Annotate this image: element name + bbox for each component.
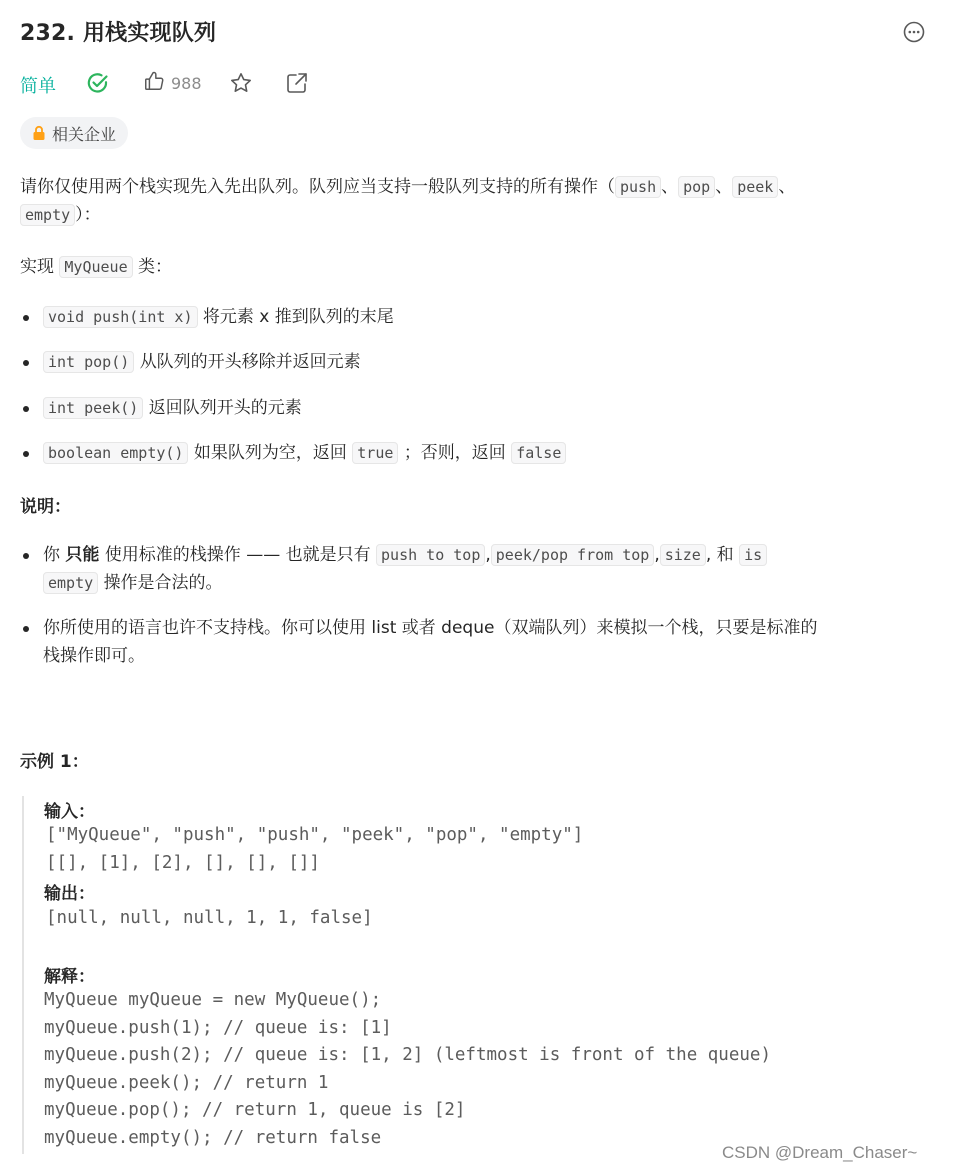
note-item-1: 你 只能 使用标准的栈操作 —— 也就是只有 push to top , peek/pop from top , size , 和 is empty 操作是合法的。: [43, 541, 863, 597]
class-name-code: MyQueue: [59, 256, 132, 278]
separator: 、: [778, 177, 796, 197]
method-item-push: [43, 303, 394, 331]
impl-suffix: 类：: [138, 257, 173, 277]
note-text: 使用标准的栈操作 —— 也就是只有: [104, 545, 371, 565]
explain-line: myQueue.pop(); // return 1, queue is [2]: [44, 1100, 466, 1120]
method-item-pop: [43, 348, 361, 376]
op-empty-code: empty: [20, 204, 75, 226]
op-code: peek/pop from top: [491, 544, 655, 566]
impl-prefix: 实现: [20, 257, 54, 277]
bullet: [23, 406, 29, 412]
bullet: [23, 553, 29, 559]
problem-title: 232. 用栈实现队列: [20, 21, 217, 46]
explain-line: myQueue.push(2); // queue is: [1, 2] (leftmost is front of the queue): [44, 1045, 771, 1065]
example-heading: 示例 1：: [20, 752, 89, 772]
bullet: [23, 360, 29, 366]
method-desc: 从队列的开头移除并返回元素: [139, 352, 361, 372]
output-label: 输出：: [44, 884, 95, 904]
bullet: [23, 451, 29, 457]
like-count: 988: [171, 73, 202, 93]
op-code: is: [739, 544, 767, 566]
method-code: int pop(): [43, 351, 134, 373]
lock-icon: [32, 125, 46, 141]
description-end: ）：: [75, 205, 101, 225]
favorite-star-icon[interactable]: [229, 71, 253, 95]
method-item-empty: [43, 439, 566, 467]
op-push-code: push: [615, 176, 661, 198]
op-code: size: [660, 544, 706, 566]
thumbs-up-icon: [143, 70, 165, 96]
input-line-1: ["MyQueue", "push", "push", "peek", "pop", "empty"]: [46, 825, 584, 845]
method-code: void push(int x): [43, 306, 198, 328]
note-text: 栈操作即可。: [43, 646, 145, 666]
separator: 、: [661, 177, 679, 197]
bullet: [23, 315, 29, 321]
op-code: push to top: [376, 544, 485, 566]
op-code: empty: [43, 572, 98, 594]
note-text: 你所使用的语言也许不支持栈。你可以使用 list 或者 deque（双端队列）来模拟一个栈，只要是标准的: [43, 618, 818, 638]
method-desc: 将元素 x 推到队列的末尾: [202, 307, 394, 327]
description-paragraph: [20, 173, 920, 229]
input-label: 输入：: [44, 802, 95, 822]
op-peek-code: peek: [732, 176, 778, 198]
explain-line: myQueue.peek(); // return 1: [44, 1073, 329, 1093]
more-options-icon[interactable]: [903, 21, 925, 43]
input-line-2: [[], [1], [2], [], [], []]: [46, 853, 320, 873]
note-text: 和: [716, 545, 734, 565]
explain-line: myQueue.push(1); // queue is: [1]: [44, 1018, 392, 1038]
example-border: [22, 796, 24, 1154]
note-text: 你: [43, 545, 60, 565]
difficulty-badge: 简单: [20, 76, 56, 97]
note-bold: 只能: [65, 545, 100, 565]
solved-check-icon: [86, 71, 110, 95]
true-code: true: [352, 442, 398, 464]
separator: 、: [715, 177, 733, 197]
method-desc: 返回队列开头的元素: [148, 398, 302, 418]
notes-heading: 说明：: [20, 497, 71, 517]
output-line: [null, null, null, 1, 1, false]: [46, 908, 373, 928]
op-pop-code: pop: [678, 176, 715, 198]
method-code: boolean empty(): [43, 442, 188, 464]
related-companies-tag[interactable]: [20, 117, 128, 149]
implement-line: [20, 253, 172, 281]
method-desc: 如果队列为空，返回: [193, 443, 347, 463]
tag-label: 相关企业: [52, 124, 117, 144]
method-desc: ；否则，返回: [403, 443, 506, 463]
note-text: 操作是合法的。: [103, 573, 223, 593]
bullet: [23, 626, 29, 632]
like-button[interactable]: [143, 71, 202, 95]
method-item-peek: [43, 394, 302, 422]
watermark: CSDN @Dream_Chaser~: [722, 1143, 918, 1162]
explain-line: myQueue.empty(); // return false: [44, 1128, 382, 1148]
description-text: 请你仅使用两个栈实现先入先出队列。队列应当支持一般队列支持的所有操作（: [20, 177, 615, 197]
explain-line: MyQueue myQueue = new MyQueue();: [44, 990, 382, 1010]
method-code: int peek(): [43, 397, 143, 419]
explain-label: 解释：: [44, 967, 95, 987]
note-item-2: [43, 614, 923, 670]
false-code: false: [511, 442, 566, 464]
share-icon[interactable]: [285, 71, 309, 95]
